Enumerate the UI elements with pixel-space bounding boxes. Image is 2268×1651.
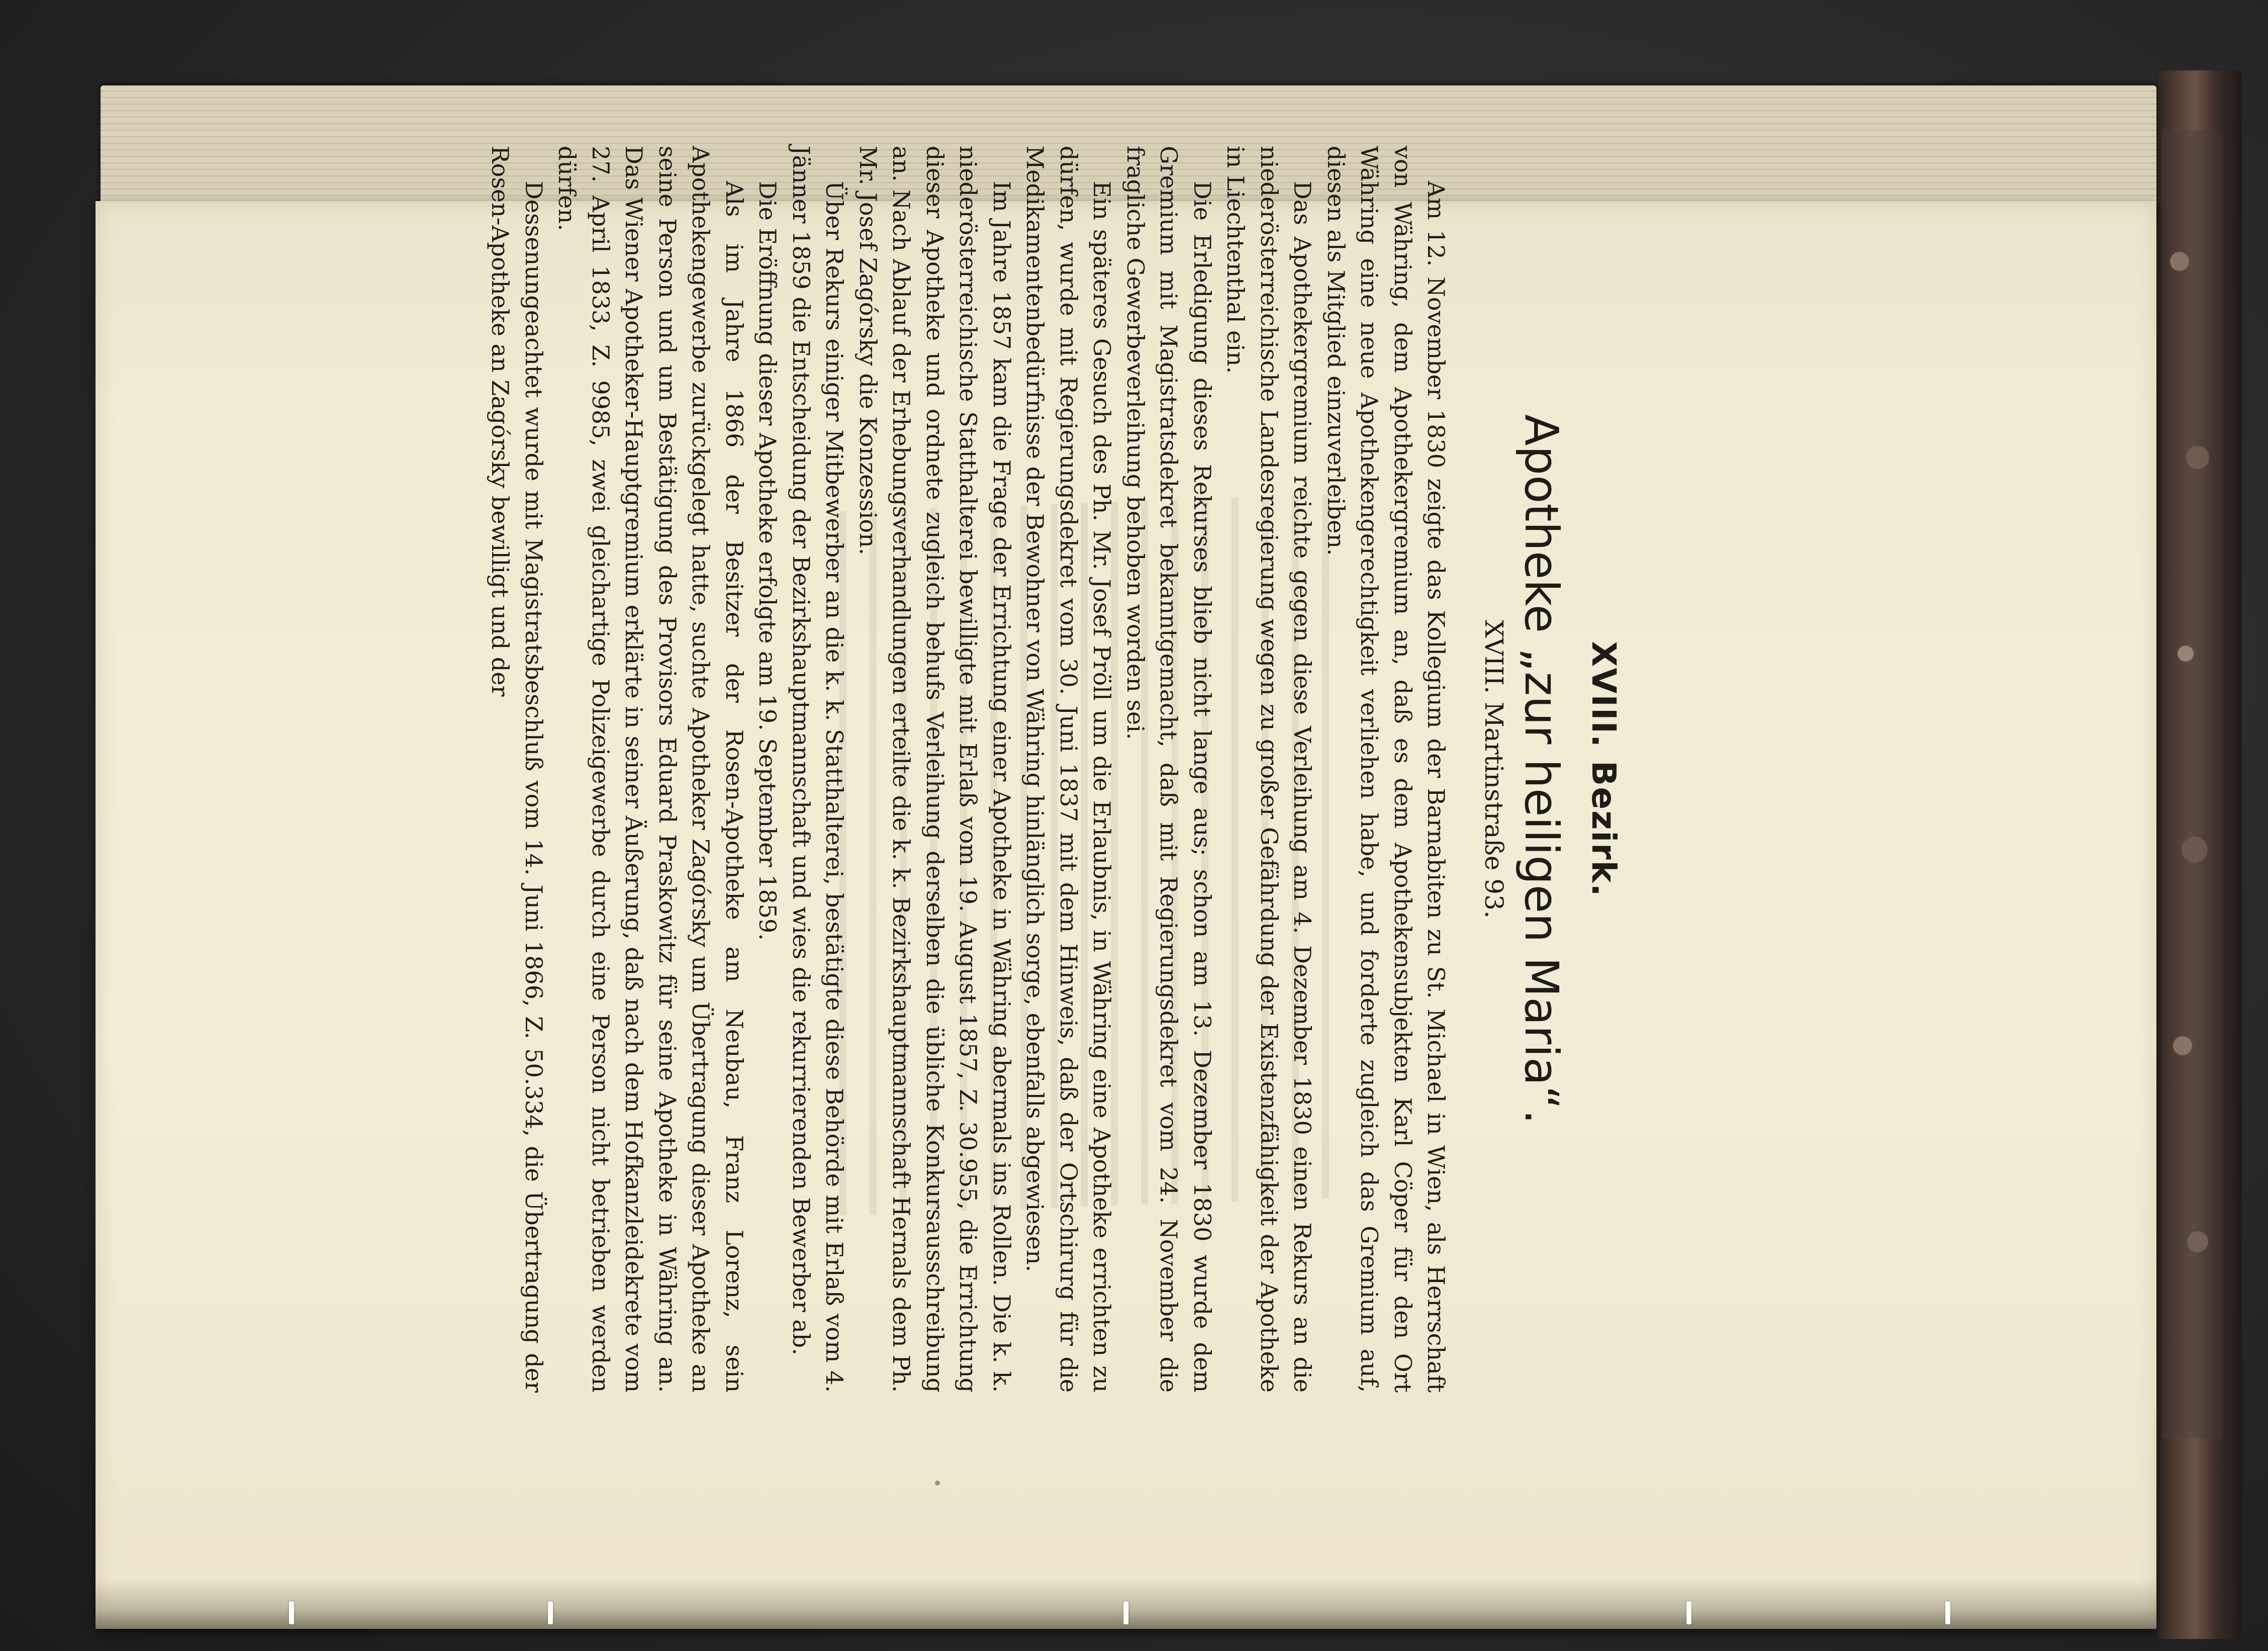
paragraph: Am 12. November 1830 zeigte das Kollegium der Barnabiten zu St. Michael in Wien, als Herrschaft von Währing, dem Apothekergremium an, daß es dem Apothekensubjekten Karl Cöper für den Ort Währing eine neue Apothekengerechtigkeit verliehen habe, und forderte zugleich das Gremium auf, diesen als Mitglied einzuverleiben. [1322, 146, 1450, 1393]
address-subtitle: XVIII. Martinstraße 93. [1479, 620, 1509, 919]
chapter-heading: XVIII. Bezirk. [1584, 641, 1623, 897]
paragraph: Im Jahre 1857 kam die Frage der Errichtung einer Apotheke in Währing abermals ins Rollen. Die k. k. niederösterreichische Statthalterei bewilligte mit Erlaß vom 19. August 1857, Z. 30.955, die Errichtung dieser Apotheke und ordnete zugleich behufs Verleihung derselben die übliche Konkursausschreibung an. Nach Ablauf der Erhebungsverhandlungen erteilte die k. k. Bezirkshauptmannschaft Hernals dem Ph. Mr. Josef Zagórsky die Konzession. [854, 146, 1015, 1393]
rotated-text-block [484, 146, 1624, 1393]
paragraph: Ein späteres Gesuch des Ph. Mr. Josef Pröll um die Erlaubnis, in Währing eine Apotheke errichten zu dürfen, wurde mit Regierungsdekret vom 30. Juni 1837 mit dem Hinweis, daß der Ortschirurg für die Medikamentenbedürfnisse der Bewohner von Währing hinlänglich sorge, ebenfalls abgewiesen. [1021, 146, 1116, 1393]
binding-stitch [548, 1601, 553, 1624]
binding-stitch [1123, 1601, 1128, 1624]
paragraph: Als im Jahre 1866 der Besitzer der Rosen-Apotheke am Neubau, Franz Lorenz, sein Apothekengewerbe zurückgelegt hatte, suchte Apotheker Zagórsky um Übertragung dieser Apotheke an seine Person und um Bestätigung des Provisors Eduard Praskowitz für seine Apotheke in Währing an. Das Wiener Apotheker-Hauptgremium erklärte in seiner Äußerung, daß nach dem Hofkanzleidekrete vom 27. April 1833, Z. 9985, zwei gleichartige Polizeigewerbe durch eine Person nicht betrieben werden dürfen. [553, 146, 748, 1393]
page-title: Apotheke „zur heiligen Maria“. [1514, 414, 1568, 1125]
binding-stitch [289, 1601, 294, 1624]
paragraph: Über Rekurs einiger Mitbewerber an die k. k. Statthalterei, bestätigte diese Behörde mit Erlaß vom 4. Jänner 1859 die Entscheidung der Bezirkshauptmannschaft und wies die rekurrierenden Bewerber ab. [787, 146, 848, 1393]
paragraph: Die Erledigung dieses Rekurses blieb nicht lange aus; schon am 13. Dezember 1830 wurde dem Gremium mit Magistratsdekret bekanntgemacht, daß mit Regierungsdekret vom 24. November die fragliche Gewerbeverleihung behoben worden sei. [1121, 146, 1216, 1393]
paragraph: Die Eröffnung dieser Apotheke erfolgte am 19. September 1859. [754, 181, 782, 941]
binding-stitch [1945, 1601, 1950, 1624]
paragraph: Das Apothekergremium reichte gegen diese Verleihung am 4. Dezember 1830 einen Rekurs an die niederösterreichische Landesregierung wegen zu großer Gefährdung der Existenzfähigkeit der Apotheke in Liechtenthal ein. [1222, 146, 1316, 1393]
marbled-edge [2161, 131, 2222, 1438]
ink-speck [935, 1481, 940, 1486]
paragraph: Dessenungeachtet wurde mit Magistratsbeschluß vom 14. Juni 1866, Z. 50.334, die Übertragung der Rosen-Apotheke an Zagórsky bewilligt und der [487, 146, 547, 1393]
binding-stitch [1686, 1601, 1691, 1624]
